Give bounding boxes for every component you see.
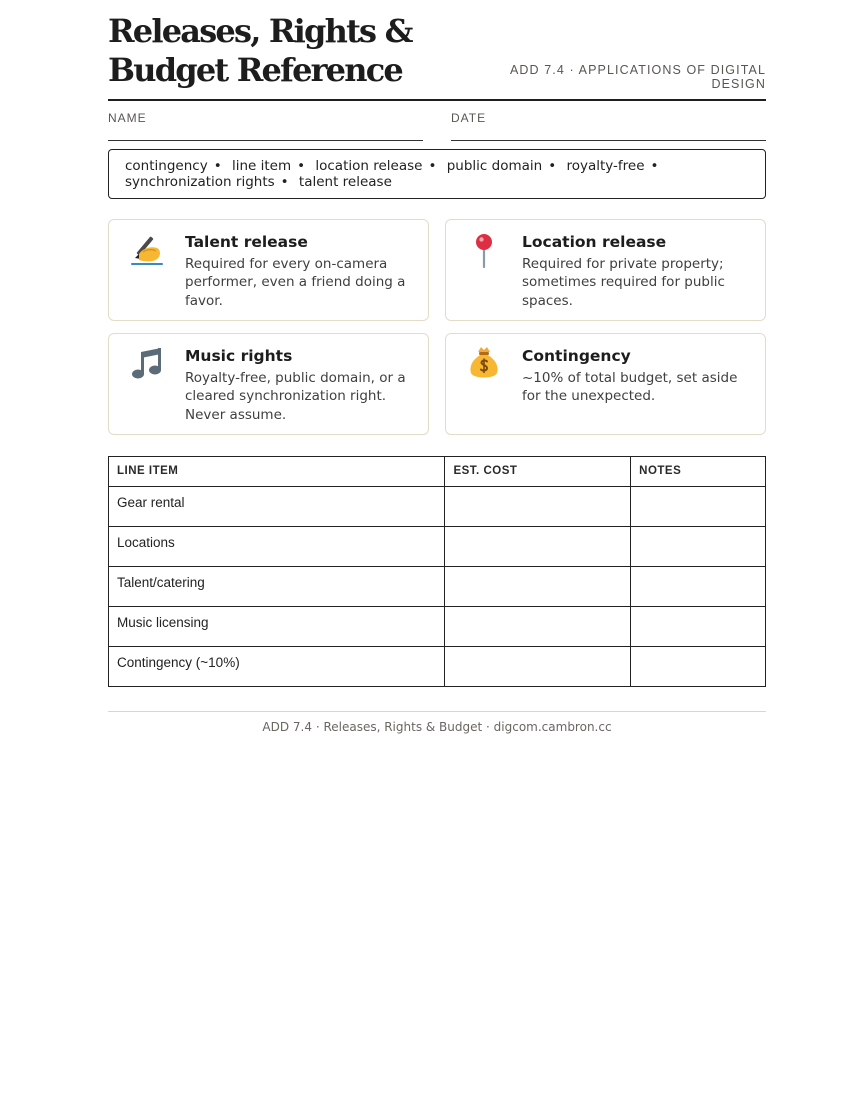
est-cost-cell[interactable] [445, 527, 631, 567]
word-bank-term: talent release [298, 174, 392, 190]
notes-cell[interactable] [631, 647, 766, 687]
word-bank-separator: • [297, 158, 306, 174]
date-field-line [451, 139, 766, 141]
notes-cell[interactable] [631, 567, 766, 607]
est-cost-cell[interactable] [445, 567, 631, 607]
line-item-cell: Gear rental [109, 487, 445, 527]
notes-cell[interactable] [631, 527, 766, 567]
word-bank [108, 149, 766, 199]
money-bag-icon [466, 346, 502, 382]
course-label: ADD 7.4 · APPLICATIONS OF DIGITAL DESIGN [509, 63, 766, 91]
card-title: Location release [522, 233, 667, 251]
date-field-label: DATE [451, 111, 487, 125]
page-footer: ADD 7.4 · Releases, Rights & Budget · digcom.cambron.cc [108, 711, 766, 734]
notes-cell[interactable] [631, 487, 766, 527]
word-bank-separator: • [213, 158, 222, 174]
est-cost-cell[interactable] [445, 607, 631, 647]
line-item-cell: Music licensing [109, 607, 445, 647]
budget-table [108, 456, 766, 687]
card-body: Required for every on-camera performer, even a friend doing a favor. [185, 256, 406, 309]
column-header-est-cost: EST. COST [445, 457, 631, 487]
writing-hand-icon [129, 232, 165, 268]
word-bank-separator: • [548, 158, 557, 174]
card-location-release [445, 219, 766, 321]
word-bank-term: public domain [446, 158, 543, 174]
card-body: ~10% of total budget, set aside for the unexpected. [522, 370, 738, 405]
est-cost-cell[interactable] [445, 487, 631, 527]
word-bank-separator: • [280, 174, 289, 190]
word-bank-term: royalty-free [566, 158, 645, 174]
worksheet-header [108, 0, 766, 101]
table-row [109, 647, 766, 687]
word-bank-separator: • [650, 158, 659, 174]
column-header-line-item: LINE ITEM [109, 457, 445, 487]
student-fields [108, 101, 766, 149]
word-bank-term: location release [315, 158, 423, 174]
name-field-line [108, 139, 423, 141]
date-field[interactable] [451, 101, 766, 125]
card-contingency [445, 333, 766, 435]
card-music-rights [108, 333, 429, 435]
page-title: Releases, Rights & Budget Reference [108, 12, 412, 89]
notes-cell[interactable] [631, 607, 766, 647]
name-field-label: NAME [108, 111, 147, 125]
card-body: Required for private property; sometimes required for public spaces. [522, 256, 725, 309]
table-header-row [109, 457, 766, 487]
card-title: Talent release [185, 233, 308, 251]
map-pin-icon [466, 232, 502, 268]
word-bank-term: line item [231, 158, 292, 174]
card-talent-release [108, 219, 429, 321]
word-bank-term: synchronization rights [125, 174, 275, 190]
line-item-cell: Talent/catering [109, 567, 445, 607]
column-header-notes: NOTES [631, 457, 766, 487]
word-bank-separator: • [428, 158, 437, 174]
est-cost-cell[interactable] [445, 647, 631, 687]
card-body: Royalty-free, public domain, or a cleared synchronization right. Never assume. [185, 370, 406, 423]
table-row [109, 607, 766, 647]
table-row [109, 527, 766, 567]
music-note-icon [129, 346, 165, 382]
table-row [109, 567, 766, 607]
card-title: Contingency [522, 347, 631, 365]
name-field[interactable] [108, 101, 423, 125]
word-bank-term: contingency [125, 158, 208, 174]
line-item-cell: Contingency (~10%) [109, 647, 445, 687]
card-title: Music rights [185, 347, 293, 365]
table-row [109, 487, 766, 527]
worksheet-page [108, 0, 766, 734]
line-item-cell: Locations [109, 527, 445, 567]
